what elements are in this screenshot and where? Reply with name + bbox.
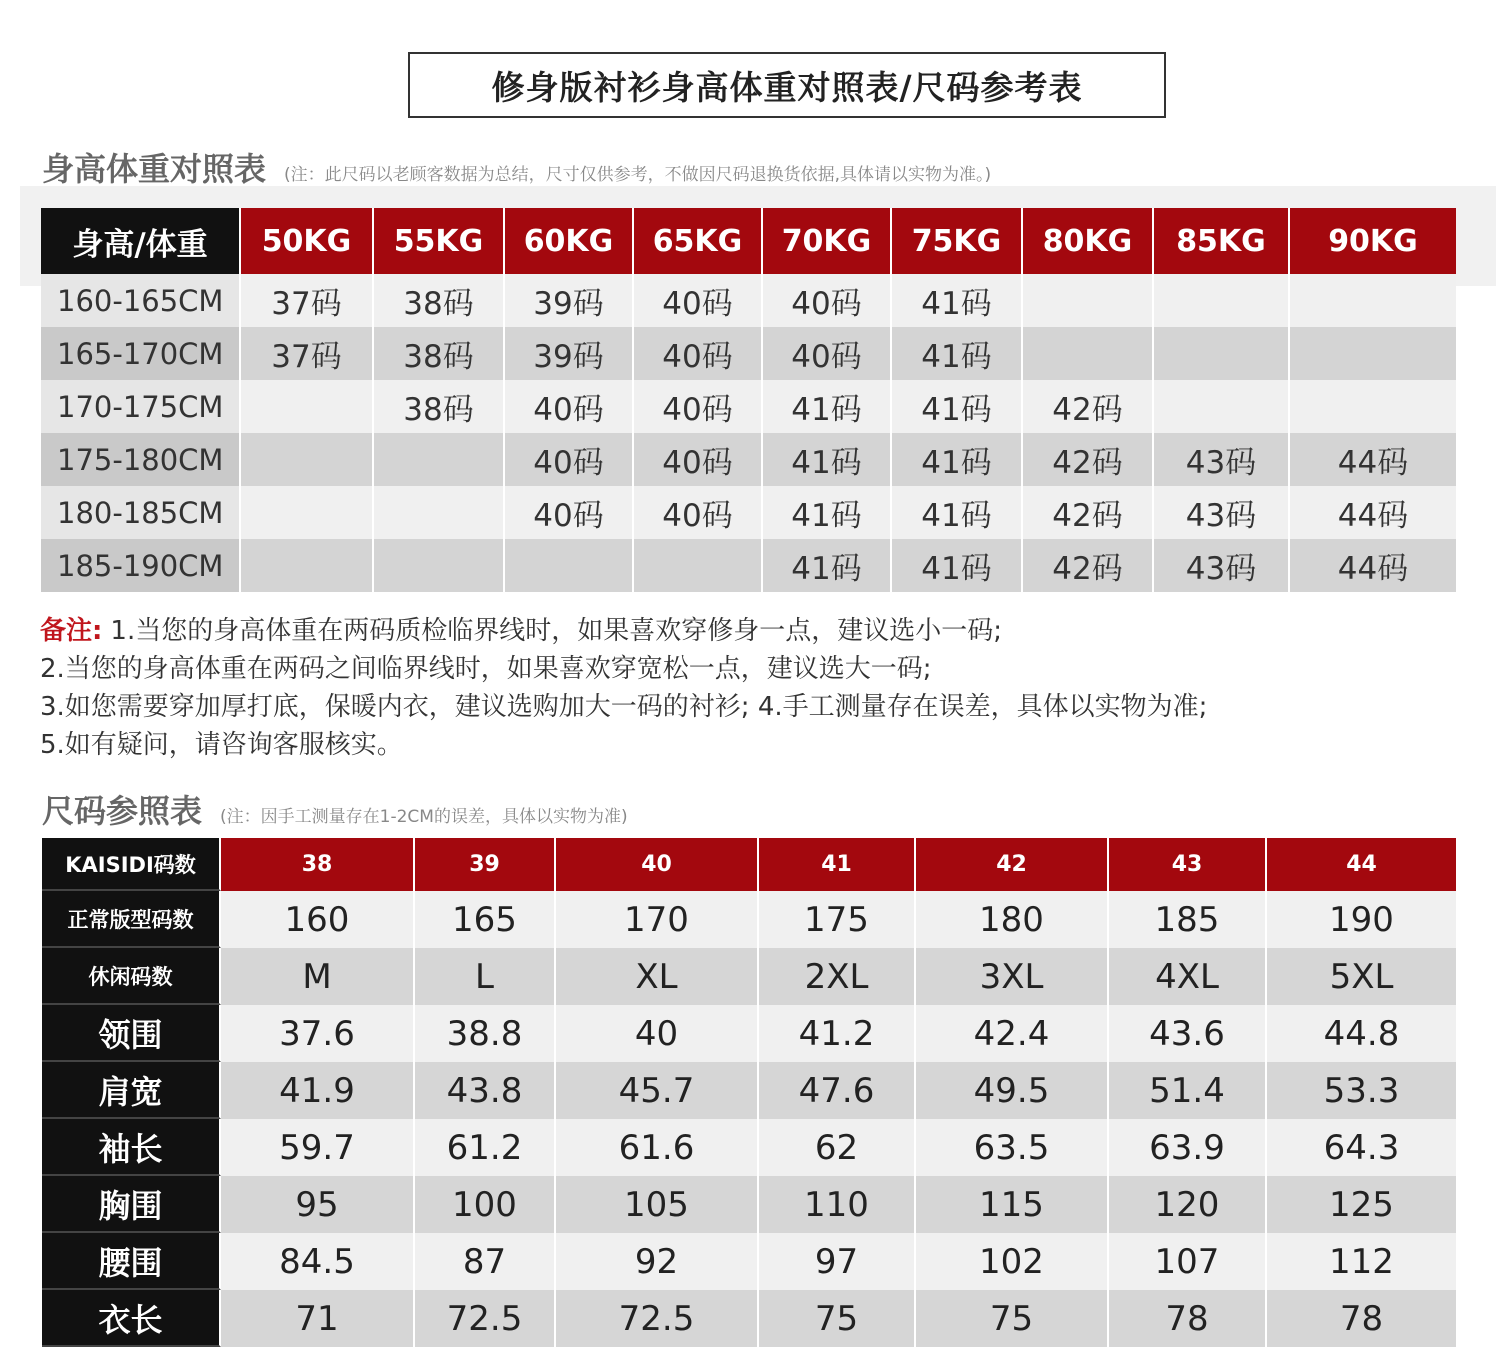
size-cell: 41码 <box>892 433 1023 486</box>
table-row <box>42 1233 1456 1290</box>
measurement-value-cell: 78 <box>1267 1290 1456 1347</box>
size-cell: 40码 <box>505 486 634 539</box>
size-column-header: 41 <box>759 838 916 891</box>
measurement-value-cell: XL <box>556 948 759 1005</box>
measurement-value-cell: 62 <box>759 1119 916 1176</box>
height-range-cell: 165-170CM <box>41 327 241 380</box>
measurement-value-cell: 107 <box>1109 1233 1267 1290</box>
size-cell: 40码 <box>763 274 892 327</box>
table-row <box>41 274 1456 327</box>
measurement-value-cell: 190 <box>1267 891 1456 948</box>
size-cell: 41码 <box>892 380 1023 433</box>
section-heading-text: 身高体重对照表 <box>42 150 267 188</box>
table-row <box>41 327 1456 380</box>
measurement-value-cell: 43.6 <box>1109 1005 1267 1062</box>
height-weight-table <box>41 208 1456 592</box>
table-row <box>42 1290 1456 1347</box>
height-range-cell: 170-175CM <box>41 380 241 433</box>
measurement-value-cell: 64.3 <box>1267 1119 1456 1176</box>
measurement-value-cell: 38.8 <box>415 1005 556 1062</box>
size-cell: 43码 <box>1154 486 1290 539</box>
measurement-value-cell: 72.5 <box>415 1290 556 1347</box>
measurement-value-cell: 53.3 <box>1267 1062 1456 1119</box>
measurement-value-cell: 105 <box>556 1176 759 1233</box>
measurement-value-cell: M <box>221 948 415 1005</box>
measurement-value-cell: 3XL <box>916 948 1109 1005</box>
weight-column-header: 55KG <box>374 208 505 274</box>
measurement-value-cell: 160 <box>221 891 415 948</box>
measurement-value-cell: 120 <box>1109 1176 1267 1233</box>
size-cell: 43码 <box>1154 539 1290 592</box>
size-cell <box>374 486 505 539</box>
measurement-value-cell: 185 <box>1109 891 1267 948</box>
section-note-text: (注：因手工测量存在1-2CM的误差，具体以实物为准) <box>220 807 628 827</box>
section-heading-text: 尺码参照表 <box>42 792 203 830</box>
remark-text: 1.当您的身高体重在两码质检临界线时，如果喜欢穿修身一点，建议选小一码; <box>110 616 1002 646</box>
measurement-value-cell: 110 <box>759 1176 916 1233</box>
measurement-label-cell: 休闲码数 <box>42 948 221 1005</box>
size-cell: 40码 <box>634 433 763 486</box>
measurement-value-cell: 71 <box>221 1290 415 1347</box>
measurement-value-cell: 59.7 <box>221 1119 415 1176</box>
size-cell: 43码 <box>1154 433 1290 486</box>
measurement-label-cell: 胸围 <box>42 1176 221 1233</box>
table-corner-cell: KAISIDI码数 <box>42 838 221 891</box>
size-cell <box>1154 327 1290 380</box>
size-cell <box>634 539 763 592</box>
size-cell <box>241 380 374 433</box>
table-header-row <box>41 208 1456 274</box>
table-header-row <box>42 838 1456 891</box>
weight-column-header: 70KG <box>763 208 892 274</box>
table-row <box>41 539 1456 592</box>
size-cell: 40码 <box>634 380 763 433</box>
measurement-label-cell: 正常版型码数 <box>42 891 221 948</box>
measurement-value-cell: 100 <box>415 1176 556 1233</box>
table-row <box>42 891 1456 948</box>
size-cell <box>374 433 505 486</box>
measurement-value-cell: 75 <box>759 1290 916 1347</box>
size-cell: 38码 <box>374 327 505 380</box>
measurement-value-cell: 2XL <box>759 948 916 1005</box>
measurement-value-cell: 112 <box>1267 1233 1456 1290</box>
weight-column-header: 65KG <box>634 208 763 274</box>
measurement-value-cell: 87 <box>415 1233 556 1290</box>
measurement-value-cell: 102 <box>916 1233 1109 1290</box>
measurement-label-cell: 衣长 <box>42 1290 221 1347</box>
measurement-value-cell: 72.5 <box>556 1290 759 1347</box>
size-cell <box>1023 274 1154 327</box>
measurement-value-cell: 41.2 <box>759 1005 916 1062</box>
size-cell: 41码 <box>763 539 892 592</box>
remark-line-2: 2.当您的身高体重在两码之间临界线时，如果喜欢穿宽松一点，建议选大一码; <box>40 654 932 684</box>
size-cell: 38码 <box>374 380 505 433</box>
size-cell: 39码 <box>505 274 634 327</box>
measurement-value-cell: 44.8 <box>1267 1005 1456 1062</box>
size-column-header: 38 <box>221 838 415 891</box>
weight-column-header: 80KG <box>1023 208 1154 274</box>
size-cell: 41码 <box>892 539 1023 592</box>
measurement-value-cell: 47.6 <box>759 1062 916 1119</box>
size-cell <box>1154 274 1290 327</box>
remarks-block <box>40 612 1470 764</box>
measurement-value-cell: 97 <box>759 1233 916 1290</box>
size-cell: 44码 <box>1290 433 1456 486</box>
measurement-value-cell: 61.6 <box>556 1119 759 1176</box>
table-row <box>42 948 1456 1005</box>
remark-label: 备注: <box>40 616 103 646</box>
size-cell: 41码 <box>892 274 1023 327</box>
measurement-value-cell: 49.5 <box>916 1062 1109 1119</box>
measurement-value-cell: 40 <box>556 1005 759 1062</box>
size-cell: 40码 <box>634 327 763 380</box>
size-cell: 41码 <box>892 327 1023 380</box>
size-cell: 40码 <box>634 486 763 539</box>
measurement-value-cell: 5XL <box>1267 948 1456 1005</box>
size-cell <box>1154 380 1290 433</box>
weight-column-header: 75KG <box>892 208 1023 274</box>
size-column-header: 42 <box>916 838 1109 891</box>
measurement-value-cell: 175 <box>759 891 916 948</box>
height-range-cell: 180-185CM <box>41 486 241 539</box>
measurement-label-cell: 肩宽 <box>42 1062 221 1119</box>
measurement-value-cell: 180 <box>916 891 1109 948</box>
table-row <box>41 486 1456 539</box>
size-cell: 42码 <box>1023 539 1154 592</box>
measurement-label-cell: 袖长 <box>42 1119 221 1176</box>
size-cell: 41码 <box>763 486 892 539</box>
measurement-value-cell: 95 <box>221 1176 415 1233</box>
table-corner-cell: 身高/体重 <box>41 208 241 274</box>
table-row <box>42 1062 1456 1119</box>
table-row <box>42 1176 1456 1233</box>
height-range-cell: 175-180CM <box>41 433 241 486</box>
table-row <box>41 433 1456 486</box>
size-cell: 39码 <box>505 327 634 380</box>
measurement-value-cell: 4XL <box>1109 948 1267 1005</box>
measurement-value-cell: 92 <box>556 1233 759 1290</box>
size-cell: 41码 <box>763 433 892 486</box>
remark-line-1 <box>40 612 1470 650</box>
size-cell <box>241 486 374 539</box>
measurement-label-cell: 腰围 <box>42 1233 221 1290</box>
size-cell <box>241 433 374 486</box>
height-range-cell: 185-190CM <box>41 539 241 592</box>
measurement-value-cell: 165 <box>415 891 556 948</box>
measurement-value-cell: 37.6 <box>221 1005 415 1062</box>
size-cell <box>1290 327 1456 380</box>
size-cell <box>1290 380 1456 433</box>
size-cell <box>241 539 374 592</box>
measurement-value-cell: 170 <box>556 891 759 948</box>
height-range-cell: 160-165CM <box>41 274 241 327</box>
weight-column-header: 90KG <box>1290 208 1456 274</box>
section-note-text: (注：此尺码以老顾客数据为总结，尺寸仅供参考，不做因尺码退换货依据,具体请以实物为准。) <box>284 165 992 185</box>
section-height-weight-heading <box>42 144 991 190</box>
weight-column-header: 85KG <box>1154 208 1290 274</box>
table-row <box>42 1119 1456 1176</box>
size-cell <box>1290 274 1456 327</box>
measurement-value-cell: 51.4 <box>1109 1062 1267 1119</box>
measurement-value-cell: 61.2 <box>415 1119 556 1176</box>
size-cell: 40码 <box>505 433 634 486</box>
size-column-header: 43 <box>1109 838 1267 891</box>
size-cell: 42码 <box>1023 380 1154 433</box>
measurement-label-cell: 领围 <box>42 1005 221 1062</box>
size-cell: 44码 <box>1290 486 1456 539</box>
page-title: 修身版衬衫身高体重对照表/尺码参考表 <box>408 52 1166 118</box>
size-cell: 37码 <box>241 327 374 380</box>
measurement-value-cell: 45.7 <box>556 1062 759 1119</box>
size-cell: 40码 <box>634 274 763 327</box>
size-column-header: 44 <box>1267 838 1456 891</box>
table-row <box>42 1005 1456 1062</box>
size-cell: 40码 <box>505 380 634 433</box>
size-cell <box>505 539 634 592</box>
measurement-value-cell: 115 <box>916 1176 1109 1233</box>
table-row <box>41 380 1456 433</box>
size-cell: 44码 <box>1290 539 1456 592</box>
size-cell: 41码 <box>892 486 1023 539</box>
size-cell: 38码 <box>374 274 505 327</box>
weight-column-header: 60KG <box>505 208 634 274</box>
size-column-header: 39 <box>415 838 556 891</box>
size-reference-table <box>42 838 1456 1347</box>
remark-line-4: 5.如有疑问，请咨询客服核实。 <box>40 730 403 760</box>
size-cell: 42码 <box>1023 486 1154 539</box>
measurement-value-cell: 75 <box>916 1290 1109 1347</box>
measurement-value-cell: 43.8 <box>415 1062 556 1119</box>
weight-column-header: 50KG <box>241 208 374 274</box>
size-cell: 42码 <box>1023 433 1154 486</box>
size-cell <box>374 539 505 592</box>
remark-line-3: 3.如您需要穿加厚打底，保暖内衣，建议选购加大一码的衬衫; 4.手工测量存在误差，具体以实物为准; <box>40 692 1208 722</box>
size-column-header: 40 <box>556 838 759 891</box>
measurement-value-cell: 41.9 <box>221 1062 415 1119</box>
measurement-value-cell: L <box>415 948 556 1005</box>
measurement-value-cell: 63.5 <box>916 1119 1109 1176</box>
measurement-value-cell: 42.4 <box>916 1005 1109 1062</box>
measurement-value-cell: 63.9 <box>1109 1119 1267 1176</box>
size-cell: 41码 <box>763 380 892 433</box>
measurement-value-cell: 125 <box>1267 1176 1456 1233</box>
size-cell: 37码 <box>241 274 374 327</box>
section-size-chart-heading <box>42 786 628 832</box>
measurement-value-cell: 84.5 <box>221 1233 415 1290</box>
size-cell: 40码 <box>763 327 892 380</box>
size-cell <box>1023 327 1154 380</box>
measurement-value-cell: 78 <box>1109 1290 1267 1347</box>
